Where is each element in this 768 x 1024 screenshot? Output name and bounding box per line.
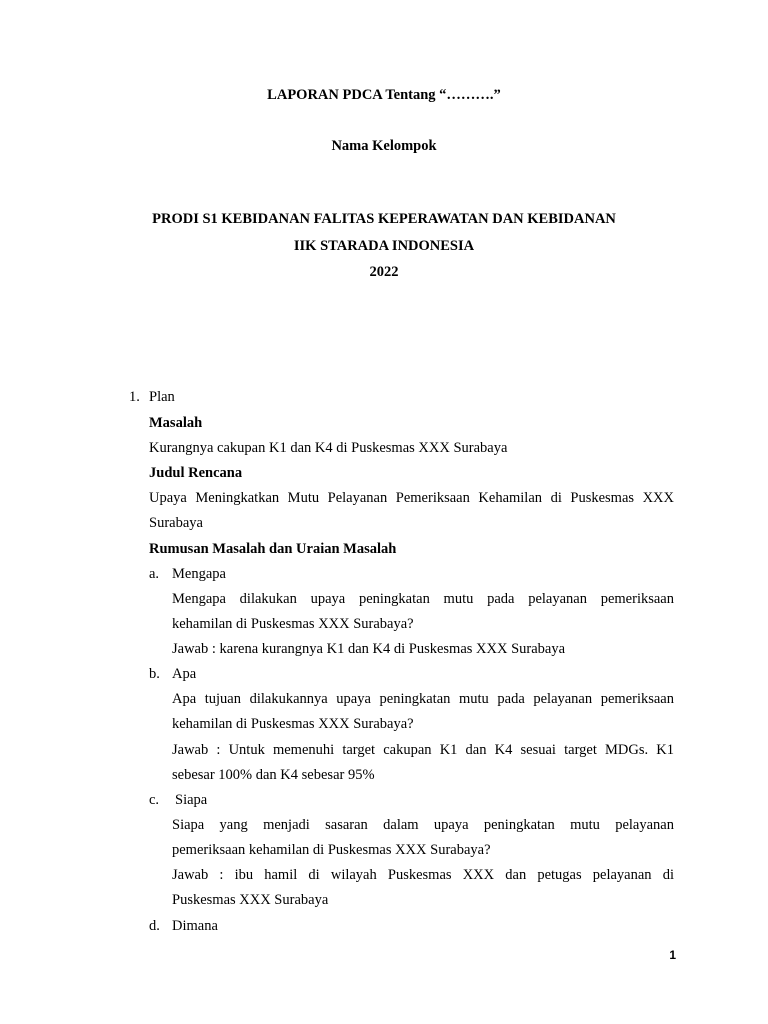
item-letter: d. [149,918,160,934]
item-letter: a. [149,566,160,582]
item-title: Apa [172,666,197,682]
question-line: kehamilan di Puskesmas XXX Surabaya? [172,616,414,632]
answer-line: Jawab : karena kurangnya K1 dan K4 di Puskesmas XXX Surabaya [172,641,566,657]
item-letter: c. [149,792,160,808]
program-name: PRODI S1 KEBIDANAN FALITAS KEPERAWATAN DAN KEBIDANAN [152,211,616,227]
page-number: 1 [669,948,676,962]
group-name: Nama Kelompok [331,138,437,154]
report-year: 2022 [369,264,399,280]
item-letter: b. [149,666,160,682]
answer-line: Puskesmas XXX Surabaya [172,892,329,908]
judul-text-line1: Upaya Meningkatkan Mutu Pelayanan Pemeriksaan Kehamilan di Puskesmas XXX [149,490,674,506]
answer-line: sebesar 100% dan K4 sebesar 95% [172,767,375,783]
masalah-text: Kurangnya cakupan K1 dan K4 di Puskesmas XXX Surabaya [149,440,508,456]
question-line: Siapa yang menjadi sasaran dalam upaya peningkatan mutu pelayanan [172,817,674,833]
item-title: Siapa [175,792,208,808]
rumusan-heading: Rumusan Masalah dan Uraian Masalah [149,541,397,557]
question-line: Apa tujuan dilakukannya upaya peningkatan mutu pada pelayanan pemeriksaan [172,691,674,707]
question-line: pemeriksaan kehamilan di Puskesmas XXX Surabaya? [172,842,491,858]
item-title: Mengapa [172,566,226,582]
report-title: LAPORAN PDCA Tentang “……….” [267,87,501,103]
question-line: kehamilan di Puskesmas XXX Surabaya? [172,716,414,732]
masalah-heading: Masalah [149,415,203,431]
section-number: 1. [129,389,140,405]
section-title: Plan [149,389,175,405]
answer-line: Jawab : ibu hamil di wilayah Puskesmas XXX dan petugas pelayanan di [172,867,674,883]
item-title: Dimana [172,918,218,934]
answer-line: Jawab : Untuk memenuhi target cakupan K1 dan K4 sesuai target MDGs. K1 [172,742,674,758]
institution-name: IIK STARADA INDONESIA [293,238,475,254]
judul-heading: Judul Rencana [149,465,243,481]
question-line: Mengapa dilakukan upaya peningkatan mutu pada pelayanan pemeriksaan [172,591,674,607]
judul-text-line2: Surabaya [149,515,203,531]
